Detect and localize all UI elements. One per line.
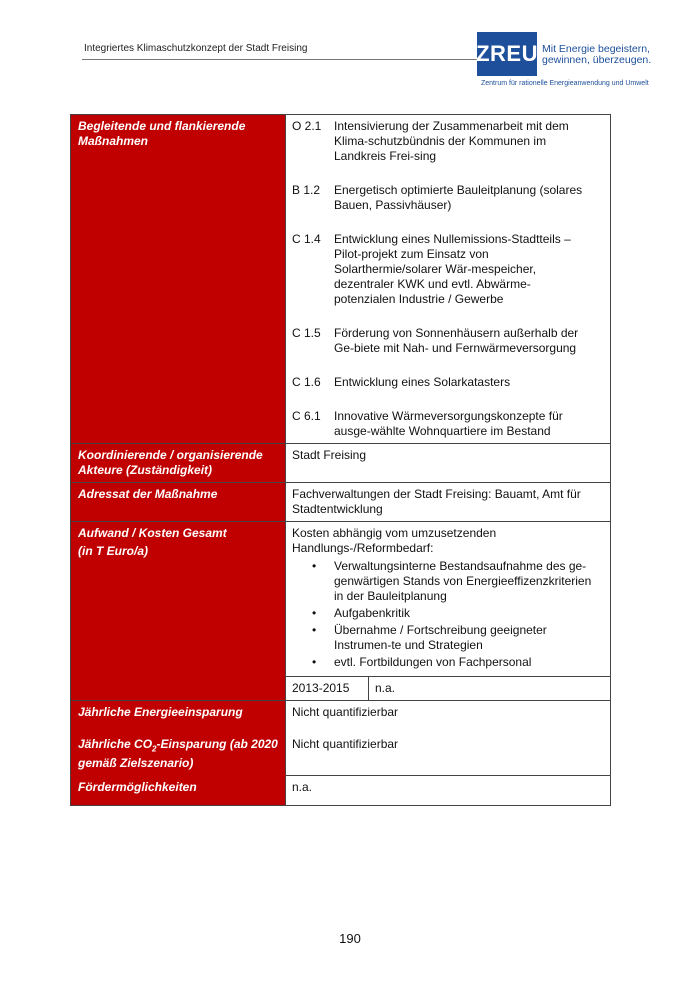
label-co2-prefix: Jährliche CO: [78, 737, 153, 751]
label-co2: [78, 737, 278, 771]
value-co2: Nicht quantifizierbar: [292, 737, 399, 751]
measure-item: [292, 119, 604, 164]
header-rule: [82, 59, 477, 60]
label-energie-co2: [71, 701, 286, 776]
label-begleitend: Begleitende und flankierende Maßnahmen: [71, 115, 286, 444]
measure-item: [292, 183, 604, 213]
measure-text: Energetisch optimierte Bauleitplanung (solares Bauen, Passivhäuser): [334, 183, 583, 212]
zreu-logo: [476, 32, 652, 92]
measure-code: C 6.1: [292, 409, 321, 423]
row-akteure: [71, 444, 611, 483]
measure-text: Förderung von Sonnenhäusern außerhalb der Ge-biete mit Nah- und Fernwärmeversorgung: [334, 326, 579, 355]
header-title: Integriertes Klimaschutzkonzept der Stadt Freising: [84, 43, 308, 54]
label-energie: Jährliche Energieeinsparung: [78, 705, 243, 719]
logo-slogan-line2: gewinnen, überzeugen.: [542, 54, 652, 66]
value-energie: Nicht quantifizierbar: [292, 705, 399, 719]
label-aufwand-line1: Aufwand / Kosten Gesamt: [78, 526, 227, 540]
measure-code: C 1.6: [292, 375, 321, 389]
label-aufwand-line2: (in T Euro/a): [78, 544, 148, 558]
bullet-item: • Aufgabenkritik: [292, 606, 604, 621]
row-energie: [71, 701, 611, 776]
measure-code: B 1.2: [292, 183, 321, 197]
aufwand-bullet-list: [292, 559, 604, 670]
measure-table: [70, 114, 611, 806]
period-range: 2013-2015: [286, 677, 369, 700]
value-adressat: Fachverwaltungen der Stadt Freising: Bauamt, Amt für Stadtentwicklung: [286, 483, 611, 522]
row-begleitend: [71, 115, 611, 444]
logo-slogan: [542, 44, 651, 66]
bullet-item: • Übernahme / Fortschreibung geeigneter Instrumen-te und Strategien: [292, 623, 604, 653]
label-aufwand: [71, 522, 286, 701]
measure-text: Entwicklung eines Nullemissions-Stadtteils – Pilot-projekt zum Einsatz von Solarthermie/solarer Wär-mespeicher, dezentraler KWK und evtl. Abwärme-potenzialen Industrie / Gewerbe: [334, 232, 571, 306]
row-adressat: [71, 483, 611, 522]
value-period: [286, 677, 611, 701]
label-co2-suffix: -Einsparung (ab 2020 gemäß Zielszenario): [78, 737, 278, 771]
value-energie-co2: [286, 701, 611, 776]
label-adressat: Adressat der Maßnahme: [71, 483, 286, 522]
label-foerder: Fördermöglichkeiten: [71, 776, 286, 806]
row-foerder: [71, 776, 611, 806]
value-akteure: Stadt Freising: [286, 444, 611, 483]
measure-text: Entwicklung eines Solarkatasters: [334, 375, 511, 389]
measure-item: [292, 232, 604, 307]
measure-code: C 1.5: [292, 326, 321, 340]
row-aufwand: [71, 522, 611, 677]
aufwand-intro: Kosten abhängig vom umzusetzenden Handlungs-/Reformbedarf:: [292, 526, 497, 555]
measure-text: Innovative Wärmeversorgungskonzepte für ausge-wählte Wohnquartiere im Bestand: [334, 409, 563, 438]
logo-slogan-line1: Mit Energie begeistern,: [542, 43, 650, 55]
measure-code: C 1.4: [292, 232, 321, 246]
measure-item: [292, 375, 604, 390]
bullet-item: • Verwaltungsinterne Bestandsaufnahme des ge-genwärtigen Stands von Energieeffizenzkriterien in der Bauleitplanung: [292, 559, 604, 604]
label-co2-sub: 2: [152, 744, 157, 754]
value-foerder: n.a.: [286, 776, 611, 806]
page-number: 190: [339, 931, 361, 946]
bullet-item: • evtl. Fortbildungen von Fachpersonal: [292, 655, 604, 670]
logo-subtitle: Zentrum für rationelle Energieanwendung und Umwelt: [481, 80, 649, 87]
logo-brand: ZREU: [477, 32, 537, 76]
value-begleitend: [286, 115, 611, 444]
period-value: n.a.: [375, 681, 396, 695]
measure-item: [292, 326, 604, 356]
label-akteure: Koordinierende / organisierende Akteure (Zuständigkeit): [71, 444, 286, 483]
measure-item: [292, 409, 604, 439]
measure-code: O 2.1: [292, 119, 322, 133]
measure-text: Intensivierung der Zusammenarbeit mit dem Klima-schutzbündnis der Kommunen im Landkreis Frei-sing: [334, 119, 569, 163]
value-aufwand: [286, 522, 611, 677]
